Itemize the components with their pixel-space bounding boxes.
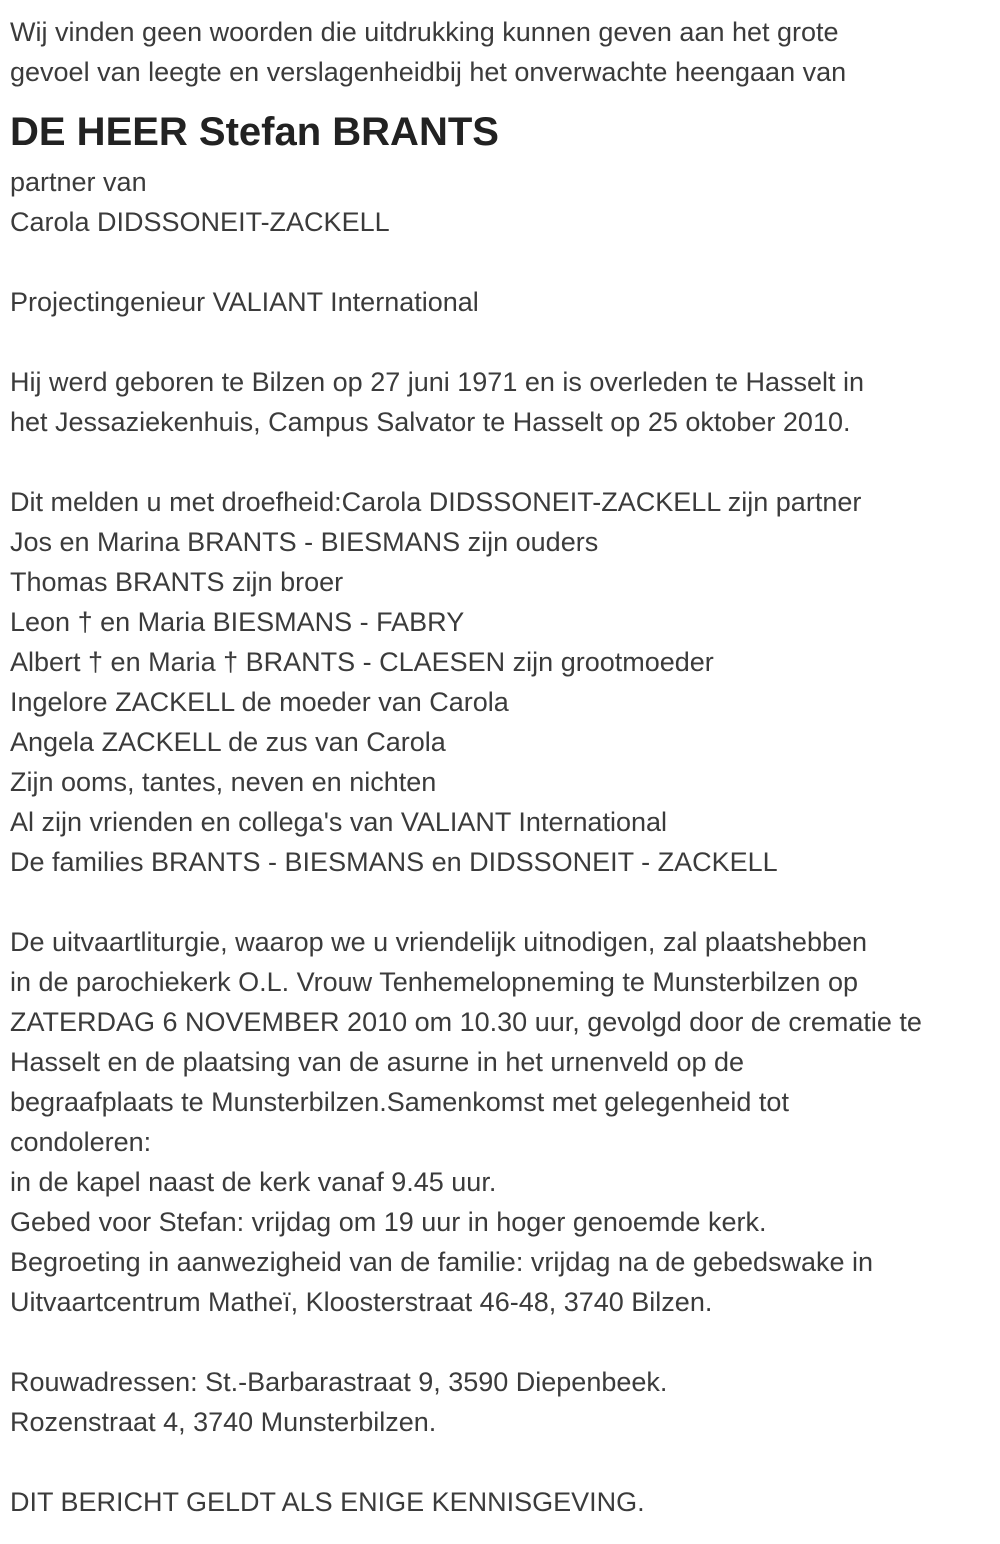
mourner-line: Zijn ooms, tantes, neven en nichten [10, 767, 437, 797]
mourner-line: Dit melden u met droefheid:Carola DIDSSONEIT-ZACKELL zijn partner [10, 487, 862, 517]
funeral-line: condoleren: [10, 1127, 152, 1157]
relation-paragraph [10, 162, 990, 242]
final-notice-paragraph [10, 1482, 990, 1522]
address-line: Rouwadressen: St.-Barbarastraat 9, 3590 Diepenbeek. [10, 1367, 668, 1397]
mourner-line: Ingelore ZACKELL de moeder van Carola [10, 687, 509, 717]
birth-death-line: het Jessaziekenhuis, Campus Salvator te Hasselt op 25 oktober 2010. [10, 407, 851, 437]
funeral-line: Begroeting in aanwezigheid van de familie: vrijdag na de gebedswake in [10, 1247, 874, 1277]
mourning-addresses-paragraph [10, 1362, 990, 1442]
funeral-line: in de kapel naast de kerk vanaf 9.45 uur. [10, 1167, 497, 1197]
deceased-name-title: DE HEER Stefan BRANTS [10, 110, 499, 154]
final-notice-line: DIT BERICHT GELDT ALS ENIGE KENNISGEVING. [10, 1487, 645, 1517]
intro-paragraph [10, 12, 990, 92]
mourner-line: Albert † en Maria † BRANTS - CLAESEN zijn grootmoeder [10, 647, 714, 677]
funeral-line: begraafplaats te Munsterbilzen.Samenkomst met gelegenheid tot [10, 1087, 789, 1117]
funeral-line: ZATERDAG 6 NOVEMBER 2010 om 10.30 uur, gevolgd door de crematie te [10, 1007, 922, 1037]
relation-line: Carola DIDSSONEIT-ZACKELL [10, 207, 390, 237]
funeral-line: Hasselt en de plaatsing van de asurne in het urnenveld op de [10, 1047, 745, 1077]
mourner-line: Angela ZACKELL de zus van Carola [10, 727, 446, 757]
profession-paragraph [10, 282, 990, 322]
intro-line: gevoel van leegte en verslagenheidbij het onverwachte heengaan van [10, 57, 847, 87]
funeral-details-paragraph [10, 922, 990, 1322]
profession-line: Projectingenieur VALIANT International [10, 287, 479, 317]
funeral-line: Gebed voor Stefan: vrijdag om 19 uur in hoger genoemde kerk. [10, 1207, 767, 1237]
funeral-line: in de parochiekerk O.L. Vrouw Tenhemelopneming te Munsterbilzen op [10, 967, 858, 997]
mourner-line: Leon † en Maria BIESMANS - FABRY [10, 607, 465, 637]
mourner-line: Thomas BRANTS zijn broer [10, 567, 344, 597]
relation-line: partner van [10, 167, 147, 197]
mourners-list [10, 482, 990, 882]
address-line: Rozenstraat 4, 3740 Munsterbilzen. [10, 1407, 437, 1437]
birth-death-line: Hij werd geboren te Bilzen op 27 juni 1971 en is overleden te Hasselt in [10, 367, 865, 397]
funeral-line: De uitvaartliturgie, waarop we u vriendelijk uitnodigen, zal plaatshebben [10, 927, 868, 957]
mourner-line: Jos en Marina BRANTS - BIESMANS zijn ouders [10, 527, 599, 557]
intro-line: Wij vinden geen woorden die uitdrukking kunnen geven aan het grote [10, 17, 839, 47]
mourner-line: Al zijn vrienden en collega's van VALIANT International [10, 807, 668, 837]
mourner-line: De families BRANTS - BIESMANS en DIDSSONEIT - ZACKELL [10, 847, 778, 877]
obituary-document [10, 12, 990, 1522]
funeral-line: Uitvaartcentrum Matheï, Kloosterstraat 46-48, 3740 Bilzen. [10, 1287, 713, 1317]
birth-death-paragraph [10, 362, 990, 442]
